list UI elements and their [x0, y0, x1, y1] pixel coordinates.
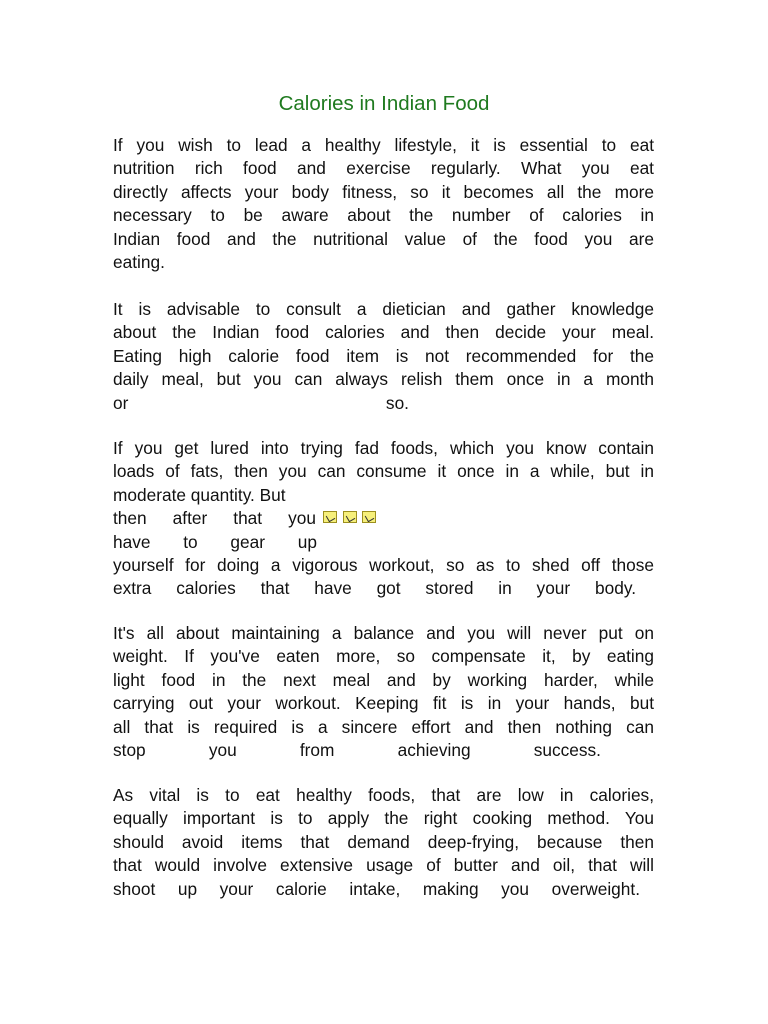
text-line: equally important is to apply the right cooking method. You — [113, 808, 654, 829]
text-line: carrying out your workout. Keeping fit is in your hands, but — [113, 693, 654, 714]
text-line: loads of fats, then you can consume it once in a while, but in — [113, 461, 654, 482]
text-line: about the Indian food calories and then decide your meal. — [113, 322, 654, 343]
text-line: As vital is to eat healthy foods, that are low in calories, — [113, 785, 654, 805]
paragraph-1 — [113, 134, 654, 274]
missing-glyph-icon — [343, 511, 357, 523]
text-line: have to gear up — [113, 531, 317, 552]
text-line: nutrition rich food and exercise regularly. What you eat — [113, 158, 654, 179]
text-line: extra calories that have got stored in your body. — [113, 578, 636, 599]
text-line: should avoid items that demand deep-frying, because then — [113, 831, 654, 852]
text-line: It is advisable to consult a dietician and gather knowledge — [113, 299, 654, 319]
text-line: yourself for doing a vigorous workout, so as to shed off those — [113, 554, 654, 575]
missing-glyph-icon — [323, 511, 337, 523]
paragraph-4 — [113, 622, 654, 762]
text-line: Eating high calorie food item is not recommended for the — [113, 345, 654, 366]
text-line: shoot up your calorie intake, making you overweight. — [113, 878, 640, 899]
missing-glyph-icon — [362, 511, 376, 523]
text-line: If you get lured into trying fad foods, which you know contain — [113, 438, 654, 458]
text-line: eating. — [113, 251, 165, 272]
text-line: light food in the next meal and by working harder, while — [113, 669, 654, 690]
text-line: Indian food and the nutritional value of the food you are — [113, 228, 654, 249]
page-title: Calories in Indian Food — [278, 92, 490, 115]
text-line: or so. — [113, 392, 409, 413]
text-line: directly affects your body fitness, so it becomes all the more — [113, 181, 654, 202]
paragraph-5 — [113, 784, 654, 901]
text-line: daily meal, but you can always relish them once in a month — [113, 369, 654, 390]
text-line: all that is required is a sincere effort and then nothing can — [113, 716, 654, 737]
text-line: If you wish to lead a healthy lifestyle, it is essential to eat — [113, 135, 654, 155]
text-line: moderate quantity. But — [113, 484, 286, 505]
missing-glyph-icons — [323, 506, 378, 529]
text-line: It's all about maintaining a balance and you will never put on — [113, 623, 654, 643]
text-line-with-glyphs — [113, 507, 654, 530]
text-line: then after that you — [113, 508, 316, 529]
text-line: stop you from achieving success. — [113, 739, 601, 760]
paragraph-2 — [113, 298, 654, 415]
text-line: necessary to be aware about the number of calories in — [113, 205, 654, 226]
paragraph-3 — [113, 437, 654, 601]
text-line: that would involve extensive usage of butter and oil, that will — [113, 855, 654, 876]
text-line: weight. If you've eaten more, so compensate it, by eating — [113, 646, 654, 667]
